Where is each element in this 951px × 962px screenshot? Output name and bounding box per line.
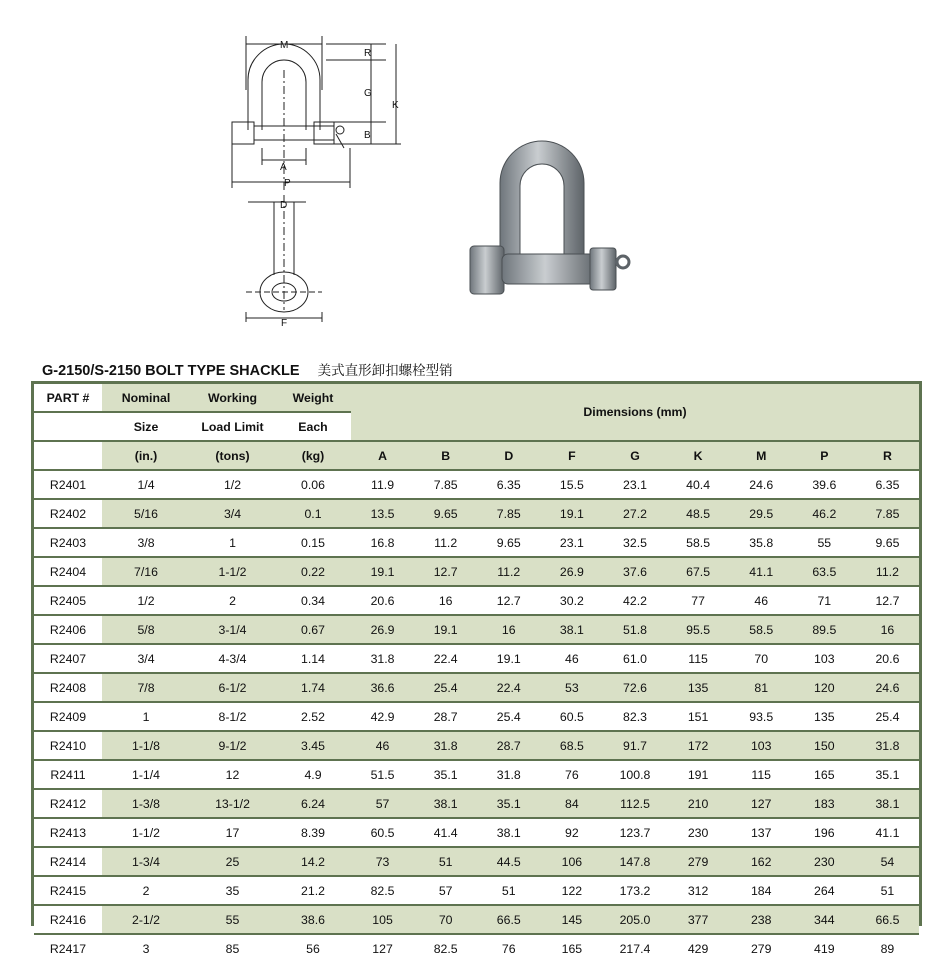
table-cell: 120 [793,673,856,702]
table-cell: 92 [540,818,603,847]
table-cell: 150 [793,731,856,760]
header-dim-a: A [351,441,414,470]
table-cell: 123.7 [603,818,666,847]
table-cell: 6-1/2 [190,673,275,702]
table-cell: 11.2 [856,557,919,586]
label-d: D [280,200,288,211]
table-cell: 1/2 [190,470,275,499]
table-cell: 51 [414,847,477,876]
table-cell: 35.1 [477,789,540,818]
table-row [34,905,919,934]
header-nominal-1: Nominal [102,384,190,412]
table-cell: 36.6 [351,673,414,702]
header-weight-1: Weight [275,384,351,412]
part-number-cell: R2405 [34,586,102,615]
table-cell: 66.5 [477,905,540,934]
table-cell: 3/4 [190,499,275,528]
table-cell: 103 [730,731,793,760]
table-cell: 172 [667,731,730,760]
table-cell: 46 [540,644,603,673]
header-working-2: Load Limit [190,412,275,441]
table-cell: 1-1/4 [102,760,190,789]
table-cell: 0.67 [275,615,351,644]
header-weight-2: Each [275,412,351,441]
table-cell: 46.2 [793,499,856,528]
header-weight-3: (kg) [275,441,351,470]
table-cell: 28.7 [414,702,477,731]
table-cell: 25 [190,847,275,876]
table-cell: 6.24 [275,789,351,818]
table-cell: 115 [730,760,793,789]
table-cell: 89.5 [793,615,856,644]
table-cell: 429 [667,934,730,962]
table-cell: 16.8 [351,528,414,557]
table-cell: 35 [190,876,275,905]
table-cell: 1 [102,702,190,731]
part-number-cell: R2408 [34,673,102,702]
table-cell: 312 [667,876,730,905]
table-cell: 103 [793,644,856,673]
table-cell: 210 [667,789,730,818]
table-cell: 7/16 [102,557,190,586]
header-dimensions: Dimensions (mm) [351,384,919,441]
table-cell: 12 [190,760,275,789]
table-cell: 46 [730,586,793,615]
table-cell: 27.2 [603,499,666,528]
part-number-cell: R2402 [34,499,102,528]
table-cell: 1-1/2 [190,557,275,586]
table-cell: 7.85 [856,499,919,528]
table-cell: 8-1/2 [190,702,275,731]
table-cell: 1.74 [275,673,351,702]
table-cell: 41.1 [730,557,793,586]
table-cell: 41.1 [856,818,919,847]
table-cell: 32.5 [603,528,666,557]
table-cell: 135 [793,702,856,731]
table-row [34,499,919,528]
table-cell: 39.6 [793,470,856,499]
table-cell: 22.4 [414,644,477,673]
table-cell: 40.4 [667,470,730,499]
header-dim-f: F [540,441,603,470]
header-nominal-3: (in.) [102,441,190,470]
table-row [34,876,919,905]
table-cell: 51.8 [603,615,666,644]
table-cell: 58.5 [730,615,793,644]
table-cell: 23.1 [603,470,666,499]
label-a: A [280,162,287,173]
table-cell: 196 [793,818,856,847]
header-part-blank [34,441,102,470]
table-cell: 16 [856,615,919,644]
table-cell: 11.2 [477,557,540,586]
table-cell: 91.7 [603,731,666,760]
table-cell: 23.1 [540,528,603,557]
table-cell: 16 [477,615,540,644]
header-dim-b: B [414,441,477,470]
table-cell: 72.6 [603,673,666,702]
specification-table-frame [31,381,922,956]
table-cell: 68.5 [540,731,603,760]
table-cell: 26.9 [351,615,414,644]
label-m: M [280,40,289,51]
table-cell: 38.1 [856,789,919,818]
table-row [34,731,919,760]
table-cell: 19.1 [414,615,477,644]
part-number-cell: R2404 [34,557,102,586]
table-cell: 31.8 [856,731,919,760]
header-working-1: Working [190,384,275,412]
table-cell: 112.5 [603,789,666,818]
table-cell: 127 [730,789,793,818]
label-p: P [284,178,291,189]
table-cell: 19.1 [351,557,414,586]
table-cell: 115 [667,644,730,673]
table-cell: 279 [730,934,793,962]
table-cell: 76 [477,934,540,962]
table-cell: 66.5 [856,905,919,934]
table-cell: 9.65 [414,499,477,528]
table-cell: 1/2 [102,586,190,615]
table-cell: 127 [351,934,414,962]
table-row [34,673,919,702]
table-cell: 5/16 [102,499,190,528]
table-cell: 191 [667,760,730,789]
label-k: K [392,100,399,111]
table-cell: 106 [540,847,603,876]
table-cell: 173.2 [603,876,666,905]
header-dim-d: D [477,441,540,470]
table-cell: 16 [414,586,477,615]
table-row [34,818,919,847]
table-row [34,528,919,557]
table-cell: 7.85 [477,499,540,528]
table-cell: 57 [351,789,414,818]
part-number-cell: R2415 [34,876,102,905]
table-cell: 8.39 [275,818,351,847]
table-cell: 11.2 [414,528,477,557]
table-row [34,702,919,731]
table-cell: 0.34 [275,586,351,615]
header-dim-g: G [603,441,666,470]
table-cell: 82.3 [603,702,666,731]
table-cell: 38.6 [275,905,351,934]
table-cell: 20.6 [856,644,919,673]
table-cell: 67.5 [667,557,730,586]
table-cell: 5/8 [102,615,190,644]
table-cell: 95.5 [667,615,730,644]
table-cell: 419 [793,934,856,962]
table-cell: 55 [190,905,275,934]
table-cell: 20.6 [351,586,414,615]
table-cell: 230 [793,847,856,876]
part-number-cell: R2412 [34,789,102,818]
header-dim-m: M [730,441,793,470]
table-cell: 1-1/2 [102,818,190,847]
label-f: F [281,318,288,329]
table-cell: 42.9 [351,702,414,731]
table-cell: 13-1/2 [190,789,275,818]
table-cell: 76 [540,760,603,789]
table-cell: 51 [856,876,919,905]
header-working-3: (tons) [190,441,275,470]
table-row [34,847,919,876]
table-cell: 122 [540,876,603,905]
table-cell: 82.5 [351,876,414,905]
part-number-cell: R2416 [34,905,102,934]
table-cell: 13.5 [351,499,414,528]
table-cell: 1-1/8 [102,731,190,760]
table-cell: 17 [190,818,275,847]
part-number-cell: R2410 [34,731,102,760]
table-cell: 105 [351,905,414,934]
table-cell: 70 [414,905,477,934]
table-cell: 0.06 [275,470,351,499]
table-row [34,586,919,615]
table-cell: 31.8 [477,760,540,789]
table-cell: 0.15 [275,528,351,557]
table-cell: 35.1 [856,760,919,789]
table-cell: 35.1 [414,760,477,789]
table-cell: 53 [540,673,603,702]
table-cell: 70 [730,644,793,673]
table-cell: 14.2 [275,847,351,876]
table-cell: 9.65 [856,528,919,557]
header-part-blank [34,412,102,441]
table-cell: 238 [730,905,793,934]
table-cell: 205.0 [603,905,666,934]
part-number-cell: R2406 [34,615,102,644]
table-cell: 145 [540,905,603,934]
table-cell: 147.8 [603,847,666,876]
table-cell: 0.22 [275,557,351,586]
part-number-cell: R2401 [34,470,102,499]
table-cell: 81 [730,673,793,702]
table-cell: 12.7 [414,557,477,586]
table-cell: 1/4 [102,470,190,499]
header-row [34,441,919,470]
specification-table [34,384,919,962]
header-dim-k: K [667,441,730,470]
table-cell: 21.2 [275,876,351,905]
table-cell: 344 [793,905,856,934]
table-cell: 6.35 [477,470,540,499]
table-cell: 93.5 [730,702,793,731]
table-cell: 135 [667,673,730,702]
table-cell: 11.9 [351,470,414,499]
table-row [34,470,919,499]
table-cell: 56 [275,934,351,962]
table-cell: 230 [667,818,730,847]
table-cell: 9-1/2 [190,731,275,760]
table-cell: 184 [730,876,793,905]
part-number-cell: R2411 [34,760,102,789]
table-cell: 279 [667,847,730,876]
table-row [34,760,919,789]
table-cell: 29.5 [730,499,793,528]
table-row [34,789,919,818]
part-number-cell: R2403 [34,528,102,557]
table-cell: 7.85 [414,470,477,499]
table-cell: 377 [667,905,730,934]
table-cell: 165 [540,934,603,962]
table-row [34,644,919,673]
table-cell: 51 [477,876,540,905]
table-cell: 3-1/4 [190,615,275,644]
table-cell: 1-3/8 [102,789,190,818]
table-cell: 38.1 [414,789,477,818]
table-cell: 37.6 [603,557,666,586]
shackle-dimension-diagram [226,30,416,330]
table-cell: 31.8 [351,644,414,673]
table-cell: 44.5 [477,847,540,876]
table-cell: 15.5 [540,470,603,499]
table-cell: 19.1 [477,644,540,673]
product-title-chinese: 美式直形卸扣螺栓型销 [317,363,453,379]
table-cell: 82.5 [414,934,477,962]
table-cell: 28.7 [477,731,540,760]
table-cell: 3 [102,934,190,962]
table-cell: 0.1 [275,499,351,528]
part-number-cell: R2413 [34,818,102,847]
table-cell: 3/4 [102,644,190,673]
table-cell: 58.5 [667,528,730,557]
label-g: G [364,88,372,99]
table-cell: 7/8 [102,673,190,702]
header-row [34,384,919,412]
table-cell: 71 [793,586,856,615]
table-cell: 51.5 [351,760,414,789]
table-cell: 73 [351,847,414,876]
table-cell: 38.1 [477,818,540,847]
part-number-cell: R2409 [34,702,102,731]
table-cell: 46 [351,731,414,760]
table-cell: 12.7 [477,586,540,615]
table-cell: 2 [190,586,275,615]
table-cell: 85 [190,934,275,962]
table-cell: 4-3/4 [190,644,275,673]
shackle-product-photo [458,138,638,308]
table-cell: 165 [793,760,856,789]
table-cell: 60.5 [351,818,414,847]
table-cell: 100.8 [603,760,666,789]
part-number-cell: R2417 [34,934,102,962]
table-cell: 35.8 [730,528,793,557]
table-cell: 137 [730,818,793,847]
table-cell: 48.5 [667,499,730,528]
table-row [34,557,919,586]
part-number-cell: R2414 [34,847,102,876]
table-row [34,615,919,644]
table-cell: 19.1 [540,499,603,528]
label-b: B [364,130,371,141]
table-cell: 60.5 [540,702,603,731]
table-cell: 25.4 [477,702,540,731]
table-cell: 89 [856,934,919,962]
table-cell: 12.7 [856,586,919,615]
table-cell: 2-1/2 [102,905,190,934]
table-cell: 24.6 [730,470,793,499]
table-cell: 162 [730,847,793,876]
table-cell: 151 [667,702,730,731]
table-cell: 2 [102,876,190,905]
table-cell: 42.2 [603,586,666,615]
table-cell: 25.4 [414,673,477,702]
table-cell: 1-3/4 [102,847,190,876]
product-title: G-2150/S-2150 BOLT TYPE SHACKLE [42,363,300,379]
table-cell: 26.9 [540,557,603,586]
table-cell: 77 [667,586,730,615]
table-cell: 264 [793,876,856,905]
table-cell: 41.4 [414,818,477,847]
table-cell: 54 [856,847,919,876]
header-nominal-2: Size [102,412,190,441]
table-cell: 57 [414,876,477,905]
header-part: PART # [34,384,102,412]
table-cell: 55 [793,528,856,557]
table-cell: 1.14 [275,644,351,673]
table-cell: 183 [793,789,856,818]
table-cell: 24.6 [856,673,919,702]
product-heading [42,359,453,379]
table-cell: 217.4 [603,934,666,962]
part-number-cell: R2407 [34,644,102,673]
table-cell: 6.35 [856,470,919,499]
table-cell: 38.1 [540,615,603,644]
table-cell: 9.65 [477,528,540,557]
table-cell: 2.52 [275,702,351,731]
table-cell: 25.4 [856,702,919,731]
table-cell: 84 [540,789,603,818]
header-dim-p: P [793,441,856,470]
table-cell: 30.2 [540,586,603,615]
table-cell: 1 [190,528,275,557]
table-cell: 3.45 [275,731,351,760]
table-row [34,934,919,962]
label-r: R [364,48,372,59]
header-dim-r: R [856,441,919,470]
table-cell: 3/8 [102,528,190,557]
table-cell: 61.0 [603,644,666,673]
table-cell: 4.9 [275,760,351,789]
table-cell: 63.5 [793,557,856,586]
table-cell: 22.4 [477,673,540,702]
table-cell: 31.8 [414,731,477,760]
